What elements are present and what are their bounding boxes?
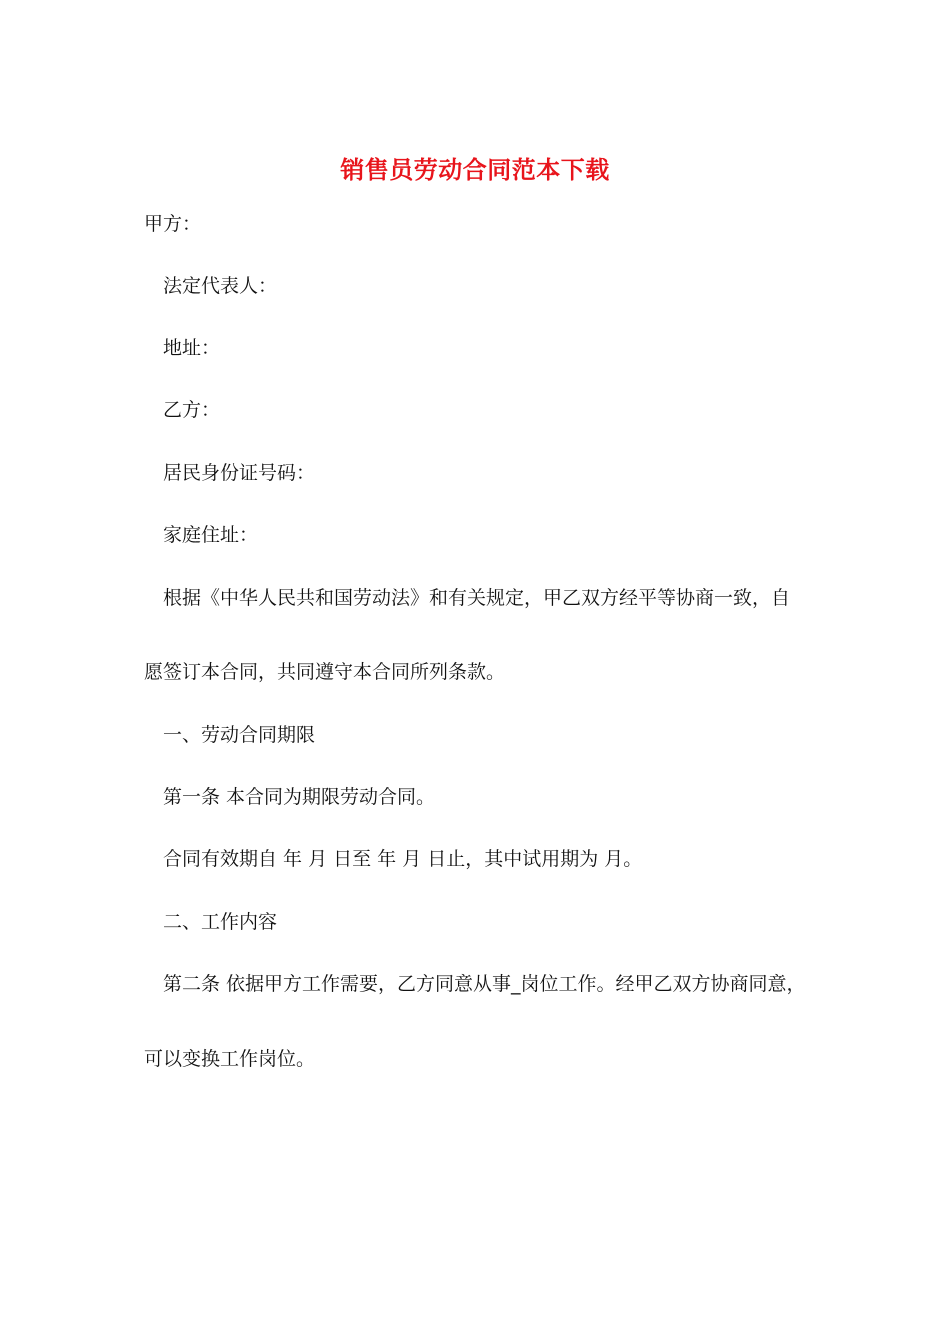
contract-period-line: 合同有效期自 年 月 日至 年 月 日止，其中试用期为 月。 [163, 848, 643, 870]
preamble-line-1: 根据《中华人民共和国劳动法》和有关规定，甲乙双方经平等协商一致，自 [163, 587, 791, 609]
section-heading-term: 一、劳动合同期限 [163, 724, 316, 746]
party-a-label: 甲方： [144, 213, 202, 235]
article-2-line-2: 可以变换工作岗位。 [144, 1048, 316, 1070]
id-number-label: 居民身份证号码： [163, 462, 316, 484]
address-label: 地址： [163, 337, 221, 359]
party-b-label: 乙方： [163, 399, 221, 421]
document-title: 销售员劳动合同范本下载 [340, 156, 610, 184]
section-heading-work: 二、工作内容 [163, 911, 278, 933]
preamble-line-2: 愿签订本合同，共同遵守本合同所列条款。 [144, 661, 506, 683]
legal-representative-label: 法定代表人： [163, 275, 278, 297]
article-2-line-1: 第二条 依据甲方工作需要，乙方同意从事_岗位工作。经甲乙双方协商同意， [163, 973, 806, 995]
article-1: 第一条 本合同为期限劳动合同。 [163, 786, 436, 808]
home-address-label: 家庭住址： [163, 524, 259, 546]
